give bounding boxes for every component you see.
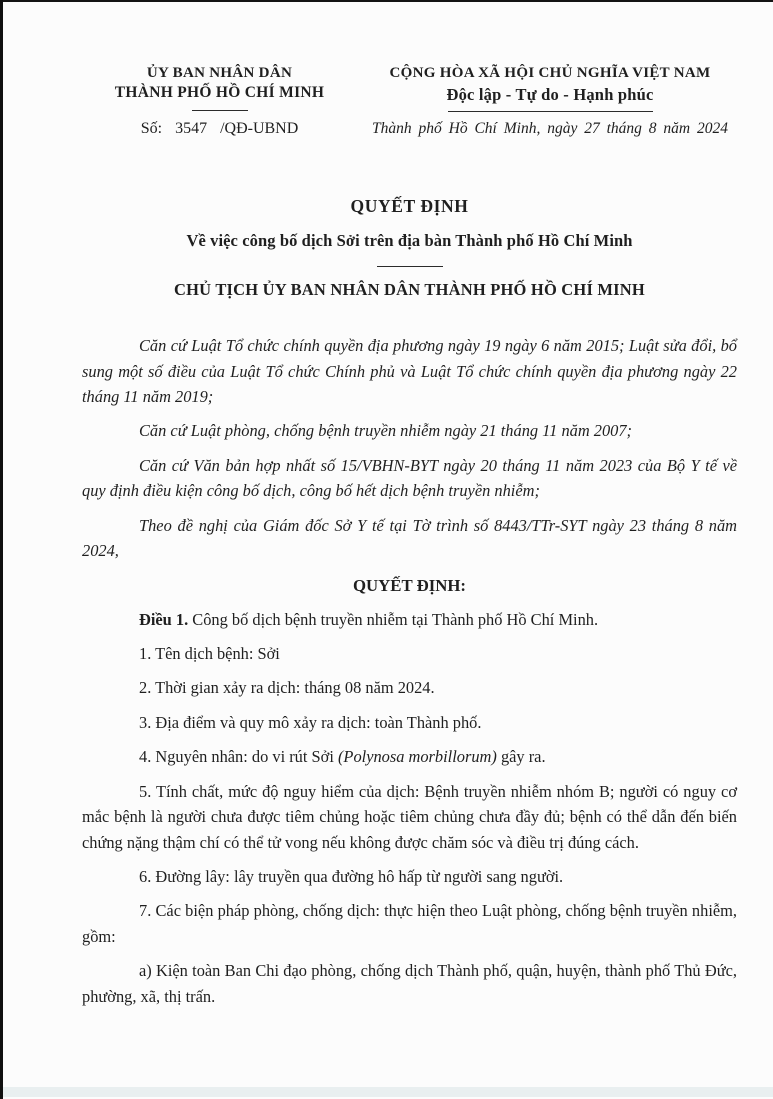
preamble-citation-2: Căn cứ Luật phòng, chống bệnh truyền nhiễm ngày 21 tháng 11 năm 2007; [139,421,633,441]
title-divider [377,266,443,267]
motto-underline [448,111,653,112]
article-1-label: Điều 1. [139,609,189,629]
preamble-citation-1: Căn cứ Luật Tổ chức chính quyền địa phương ngày 19 ngày 6 năm 2015; Luật sửa đổi, bổ sung một số điều của Luật Tổ chức Chính phủ và Luật Tổ chức chính quyền địa phương ngày 22 tháng 11 năm 2019; [82,336,737,407]
article-1 [82,607,737,632]
document-subtitle: Về việc công bố dịch Sởi trên địa bàn Thành phố Hồ Chí Minh [186,231,633,251]
item-location-scale: 3. Địa điểm và quy mô xảy ra dịch: toàn Thành phố. [139,712,482,732]
item-disease-name: 1. Tên dịch bệnh: Sởi [139,644,280,664]
document-number: Số: 3547 /QĐ-UBND [140,120,299,138]
issuing-authority: CHỦ TỊCH ỦY BAN NHÂN DÂN THÀNH PHỐ HỒ CHÍ MINH [174,280,645,300]
document-title: QUYẾT ĐỊNH [350,196,469,217]
org-underline [192,110,248,111]
item-danger-level: 5. Tính chất, mức độ nguy hiểm của dịch: Bệnh truyền nhiễm nhóm B; người có nguy cơ mắc bệnh là người chưa được tiêm chủng hoặc tiêm chủng chưa đầy đủ; bệnh có thể dẫn đến biến chứng nặng thậm chí có thể tử vong nếu không được chăm sóc và điều trị đúng cách. [82,781,737,852]
item-cause-prefix: 4. Nguyên nhân: do vi rút Sởi [139,747,338,767]
preamble-citation-3: Căn cứ Văn bản hợp nhất số 15/VBHN-BYT ngày 20 tháng 11 năm 2023 của Bộ Y tế về quy định điều kiện công bố dịch, công bố hết dịch bệnh truyền nhiễm; [82,455,737,501]
article-1-text: Công bố dịch bệnh truyền nhiễm tại Thành phố Hồ Chí Minh. [188,609,599,629]
national-header-block [357,64,737,138]
item-prevention-measures: 7. Các biện pháp phòng, chống dịch: thực hiện theo Luật phòng, chống bệnh truyền nhiễm, gồm: [82,901,737,946]
item-cause-suffix: gây ra. [496,747,546,767]
item-time-of-outbreak: 2. Thời gian xảy ra dịch: tháng 08 năm 2024. [139,678,435,698]
place-date-line: Thành phố Hồ Chí Minh, ngày 27 tháng 8 năm 2024 [372,120,728,138]
issuing-org-line2: THÀNH PHỐ HỒ CHÍ MINH [114,84,325,102]
item-cause [82,744,737,769]
document-body [82,333,737,1009]
item-measure-a: a) Kiện toàn Ban Chi đạo phòng, chống dịch Thành phố, quận, huyện, thành phố Thủ Đức, phường, xã, thị trấn. [82,961,737,1006]
virus-scientific-name: (Polynosa morbillorum) [337,747,497,767]
decision-heading: QUYẾT ĐỊNH: [353,575,466,595]
item-transmission-route: 6. Đường lây: lây truyền qua đường hô hấp từ người sang người. [139,866,564,886]
preamble-proposal: Theo đề nghị của Giám đốc Sở Y tế tại Tờ trình số 8443/TTr-SYT ngày 23 tháng 8 năm 2024, [82,515,737,561]
title-block [82,196,737,300]
issuing-org-block [82,64,357,138]
scan-edge-bottom [3,1087,773,1097]
national-motto: Độc lập - Tự do - Hạnh phúc [446,85,654,105]
national-title: CỘNG HÒA XÃ HỘI CHỦ NGHĨA VIỆT NAM [389,65,711,81]
document-header [82,64,737,138]
issuing-org-line1: ỦY BAN NHÂN DÂN [146,65,293,81]
